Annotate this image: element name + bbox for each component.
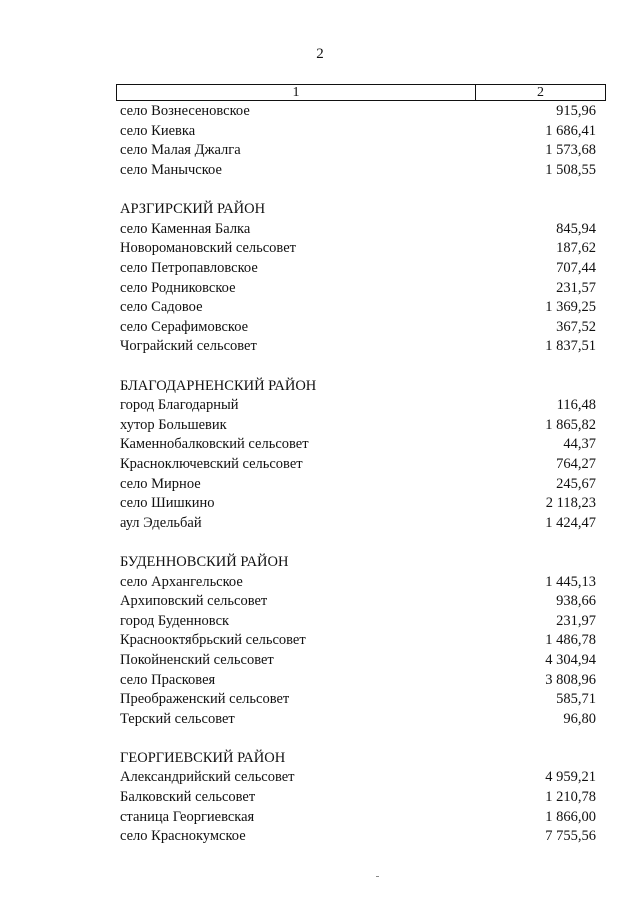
settlement-name: станица Георгиевская [120,808,255,825]
district-heading: ГЕОРГИЕВСКИЙ РАЙОН [120,749,286,766]
settlement-value: 3 808,96 [545,671,596,688]
settlement-name: город Буденновск [120,612,230,629]
settlement-value: 938,66 [556,593,596,610]
settlement-name: Архиповский сельсовет [120,593,268,610]
settlement-name: город Благодарный [120,397,239,414]
settlement-value: 707,44 [556,260,596,277]
settlement-value: 1 369,25 [545,299,596,316]
settlement-name: Краснооктябрьский сельсовет [120,632,306,649]
settlement-value: 7 755,56 [545,828,596,845]
settlement-value: 231,97 [556,612,596,629]
settlement-name: Красноключевский сельсовет [120,455,303,472]
settlement-value: 4 959,21 [545,769,596,786]
settlement-name: село Манычское [120,162,222,179]
settlement-name: село Петропавловское [120,260,258,277]
table-row [120,513,596,533]
settlement-name: Балковский сельсовет [120,789,256,806]
settlement-name: село Шишкино [120,495,215,512]
table-row [120,631,596,651]
settlement-value: 1 486,78 [545,632,596,649]
table-row [120,768,596,788]
table-row [120,220,596,240]
settlement-value: 585,71 [556,691,596,708]
settlement-name: село Родниковское [120,279,236,296]
settlement-name: Каменнобалковский сельсовет [120,436,309,453]
table-row [120,102,596,122]
table-row [120,827,596,847]
table-row [120,611,596,631]
table-row [120,337,596,357]
settlement-value: 1 210,78 [545,789,596,806]
table-row [120,259,596,279]
table-row [120,278,596,298]
table-row [120,670,596,690]
table-row [120,435,596,455]
settlement-name: село Мирное [120,475,201,492]
district-heading: БУДЕННОВСКИЙ РАЙОН [120,553,289,570]
page-number: 2 [316,46,324,62]
table-row [120,807,596,827]
table-row [120,651,596,671]
table-row [120,141,596,161]
table-row [120,494,596,514]
settlement-value: 245,67 [556,475,596,492]
settlement-name: аул Эдельбай [120,514,202,531]
table-row [120,788,596,808]
table-row [120,396,596,416]
settlement-value: 764,27 [556,455,596,472]
section-spacer [120,180,596,200]
table-row [120,416,596,436]
settlement-value: 2 118,23 [545,495,596,512]
section-spacer [120,533,596,553]
settlement-value: 845,94 [556,220,596,237]
settlement-value: 4 304,94 [545,651,596,668]
settlement-value: 187,62 [556,240,596,257]
settlement-name: село Краснокумское [120,828,246,845]
settlement-value: 1 865,82 [545,416,596,433]
table-row [120,709,596,729]
settlement-value: 1 686,41 [545,122,596,139]
settlement-value: 1 508,55 [545,162,596,179]
table-header-col2: 2 [537,85,544,100]
settlement-name: село Каменная Балка [120,220,251,237]
settlement-value: 1 573,68 [545,142,596,159]
scan-dot [376,876,379,877]
district-heading: АРЗГИРСКИЙ РАЙОН [120,201,266,218]
section-spacer [120,357,596,377]
table-body [120,102,596,847]
table-header-col1: 1 [117,85,476,100]
settlement-name: село Прасковея [120,671,216,688]
table-row [120,122,596,142]
table-row [120,298,596,318]
table-row [120,239,596,259]
settlement-name: Новоромановский сельсовет [120,240,296,257]
settlement-value: 44,37 [563,436,596,453]
settlement-value: 116,48 [556,397,596,414]
table-row [120,572,596,592]
section-spacer [120,729,596,749]
settlement-name: Терский сельсовет [120,710,235,727]
settlement-value: 1 445,13 [545,573,596,590]
table-row [120,455,596,475]
settlement-name: Чограйский сельсовет [120,338,257,355]
table-header [116,84,606,101]
settlement-name: Покойненский сельсовет [120,651,274,668]
settlement-name: село Малая Джалга [120,142,241,159]
settlement-value: 1 424,47 [545,514,596,531]
settlement-name: село Серафимовское [120,318,249,335]
settlement-value: 96,80 [563,710,596,727]
settlement-name: Преображенский сельсовет [120,691,290,708]
settlement-value: 1 866,00 [545,808,596,825]
settlement-name: село Архангельское [120,573,243,590]
settlement-value: 1 837,51 [545,338,596,355]
settlement-name: хутор Большевик [120,416,227,433]
table-row [120,161,596,181]
table-row [120,592,596,612]
settlement-name: село Киевка [120,122,196,139]
settlement-value: 231,57 [556,279,596,296]
table-row [120,318,596,338]
settlement-name: Александрийский сельсовет [120,769,295,786]
settlement-name: село Садовое [120,299,203,316]
table-row [120,474,596,494]
settlement-value: 367,52 [556,318,596,335]
table-row [120,690,596,710]
district-heading: БЛАГОДАРНЕНСКИЙ РАЙОН [120,377,317,394]
settlement-name: село Вознесеновское [120,103,250,120]
settlement-value: 915,96 [556,103,596,120]
